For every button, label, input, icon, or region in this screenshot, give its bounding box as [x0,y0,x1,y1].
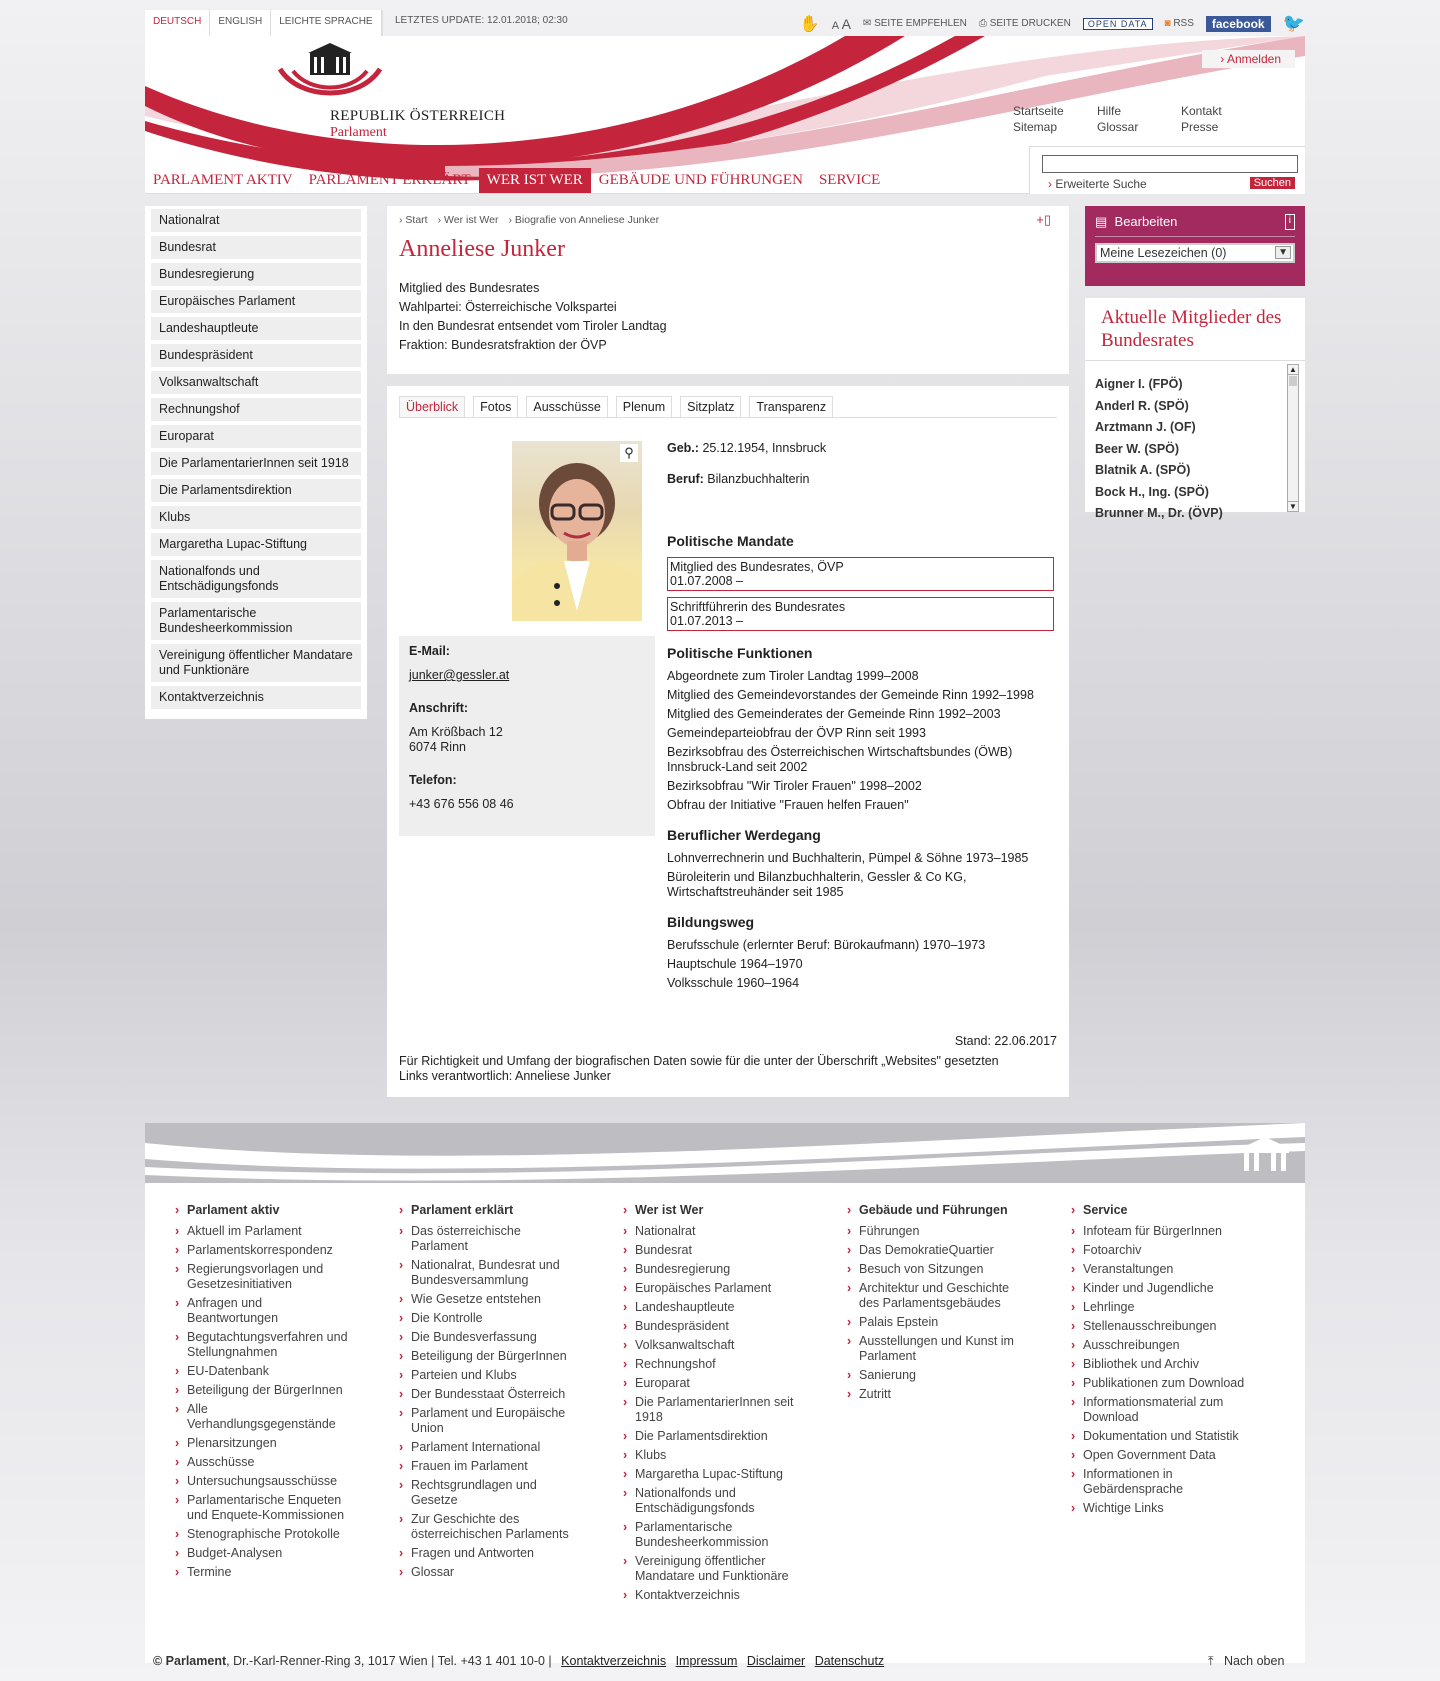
members-box [1085,298,1305,520]
member-link[interactable]: Blatnik A. (SPÖ) [1095,463,1191,477]
footer-link[interactable]: › Sanierung [847,1368,1027,1383]
footer-link[interactable]: › EU-Datenbank [175,1364,355,1379]
footer-link[interactable]: › Die Bundesverfassung [399,1330,579,1345]
footer-link[interactable]: › Die Parlamentsdirektion [623,1429,803,1444]
footer-link[interactable]: › Anfragen und Beantwortungen [175,1296,355,1326]
members-scrollbar[interactable] [1287,364,1299,512]
footer-link[interactable]: › Der Bundesstaat Österreich [399,1387,579,1402]
profile-main-card [387,386,1069,1097]
breadcrumb-start[interactable]: › Start [399,214,428,226]
footer-link[interactable]: › Architektur und Geschichte des Parlamentsgebäudes [847,1281,1027,1311]
summary-line: Wahlpartei: Österreichische Volkspartei [399,300,617,314]
functions-list [667,669,1057,813]
functions-item: Obfrau der Initiative "Frauen helfen Frauen" [667,798,909,812]
footer-column-title[interactable]: › Parlament erklärt [399,1203,579,1218]
footer-column-title[interactable]: › Service [1071,1203,1251,1218]
mandate-title: Mitglied des Bundesrates, ÖVP [670,560,844,574]
stand-date: Stand: 22.06.2017 [954,1034,1057,1048]
education-list [667,938,1057,991]
footer-swoosh [145,1123,1305,1183]
phone-label: Telefon: [409,773,457,787]
advanced-search-link[interactable]: › Erweiterte Suche [1048,177,1147,191]
footer-link[interactable]: › Führungen [847,1224,1027,1239]
font-smaller-button[interactable] [832,16,851,32]
portrait-image [512,441,642,621]
chevron-down-icon: ▼ [1275,246,1291,259]
tab-fotos[interactable]: Fotos [473,396,518,417]
footer-link[interactable]: › Margaretha Lupac-Stiftung [623,1467,803,1482]
career-list [667,851,1057,900]
mandate-title: Schriftführerin des Bundesrates [670,600,846,614]
sidebar-item[interactable]: Landeshauptleute [151,317,361,340]
sidebar-item[interactable]: Parlamentarische Bundesheerkommission [151,602,361,640]
facebook-link[interactable]: facebook [1206,16,1271,32]
copyright-owner: © Parlament [153,1654,227,1668]
search-input[interactable] [1042,155,1298,173]
twitter-icon[interactable]: 🐦 [1282,13,1305,33]
footer-link[interactable]: › Besuch von Sitzungen [847,1262,1027,1277]
print-label: SEITE DRUCKEN [989,18,1071,29]
footer-link[interactable]: › Bundesregierung [623,1262,803,1277]
zoom-icon[interactable]: ⚲ [620,444,638,462]
sidebar-item[interactable]: Kontaktverzeichnis [151,686,361,709]
portrait-photo[interactable] [512,441,642,621]
rss-icon: ◙ [1164,18,1171,29]
education-item: Berufsschule (erlernter Beruf: Bürokaufmann) 1970–1973 [667,938,986,952]
footer-link[interactable]: › Das DemokratieQuartier [847,1243,1027,1258]
edit-label: Bearbeiten [1114,214,1178,229]
email-label: E-Mail: [409,644,450,658]
font-small-label: A [831,19,839,32]
footer-link[interactable]: › Termine [175,1565,355,1580]
brand-line2: Parlament [330,125,387,140]
footer-link[interactable]: › Nationalfonds und Entschädigungsfonds [623,1486,803,1516]
footer-link[interactable]: › Nationalrat [623,1224,803,1239]
functions-item: Gemeindeparteiobfrau der ÖVP Rinn seit 1993 [667,726,926,740]
footer-link[interactable]: › Ausschreibungen [1071,1338,1251,1353]
profile-tabs [399,396,1057,418]
footer-link[interactable]: › Die ParlamentarierInnen seit 1918 [623,1395,803,1425]
footer-banner [145,1123,1305,1183]
sidebar-item[interactable]: Bundesregierung [151,263,361,286]
footer-link[interactable]: › Das österreichische Parlament [399,1224,579,1254]
footer-link[interactable]: › Europarat [623,1376,803,1391]
member-link[interactable]: Beer W. (SPÖ) [1095,441,1180,456]
breadcrumb-wer-ist-wer[interactable]: › Wer ist Wer [438,214,499,226]
scroll-up-icon[interactable]: ▲ [1289,365,1297,374]
email-link[interactable]: junker@gessler.at [409,668,510,682]
member-link[interactable]: Aigner I. (FPÖ) [1095,377,1183,391]
sidebar-item[interactable]: Nationalrat [151,209,361,232]
breadcrumb-current: › Biografie von Anneliese Junker [508,214,659,226]
footer-link[interactable]: › Informationsmaterial zum Download [1071,1395,1251,1425]
footer-link[interactable]: › Kinder und Jugendliche [1071,1281,1251,1296]
career-item: Lohnverrechnerin und Buchhalterin, Pümpel & Söhne 1973–1985 [667,851,1029,865]
footer-link[interactable]: › Parlament International [399,1440,579,1455]
member-link[interactable]: Anderl R. (SPÖ) [1095,398,1189,413]
main-navigation [145,168,888,193]
career-item: Büroleiterin und Bilanzbuchhalterin, Gessler & Co KG, Wirtschaftstreuhänder seit 1985 [667,870,967,899]
footer-link[interactable]: › Klubs [623,1448,803,1463]
tab-plenum[interactable]: Plenum [616,396,672,417]
site-footer [145,1123,1305,1663]
sidebar-item[interactable]: Europäisches Parlament [151,290,361,313]
footer-parliament-icon[interactable] [1235,1131,1295,1175]
sidebar-item[interactable]: Die Parlamentsdirektion [151,479,361,502]
sidebar-item[interactable]: Bundespräsident [151,344,361,367]
sidebar-item[interactable]: Die ParlamentarierInnen seit 1918 [151,452,361,475]
footer-link[interactable]: › Kontaktverzeichnis [623,1588,803,1603]
functions-item: Bezirksobfrau des Österreichischen Wirtschaftsbundes (ÖWB) Innsbruck-Land seit 2002 [667,745,1013,774]
advanced-search-label: Erweiterte Suche [1055,177,1147,191]
copyright-bar [153,1654,884,1668]
footer-link[interactable]: › Glossar [399,1565,579,1580]
language-switcher [145,10,383,36]
mandates-list [667,557,1057,631]
birth-value: 25.12.1954, Innsbruck [702,441,827,455]
nav-parlament-erklaert[interactable]: PARLAMENT ERKLÄRT [308,172,471,188]
search-box [1029,146,1305,194]
footer-link[interactable]: › Infoteam für BürgerInnen [1071,1224,1251,1239]
members-list [1095,374,1281,520]
parliament-logo-icon[interactable] [275,41,385,106]
education-item: Volksschule 1960–1964 [667,976,800,990]
address-line1: Am Krößbach 12 [409,725,503,739]
rss-label: RSS [1173,18,1194,29]
footer-link[interactable]: › Ausschüsse [175,1455,355,1470]
sidebar-item[interactable]: Margaretha Lupac-Stiftung [151,533,361,556]
nav-wer-ist-wer[interactable]: WER IST WER [479,168,591,193]
biography [667,441,1057,995]
scroll-thumb[interactable] [1289,376,1297,386]
rss-link[interactable] [1165,18,1194,29]
footer-link[interactable]: › Dokumentation und Statistik [1071,1429,1251,1444]
phone-number: +43 676 556 08 46 [409,797,514,811]
footer-link[interactable]: › Wie Gesetze entstehen [399,1292,579,1307]
login-button[interactable]: › Anmelden [1202,50,1295,68]
footer-column [847,1203,1071,1607]
sidebar-item[interactable]: Klubs [151,506,361,529]
search-button[interactable]: Suchen [1250,177,1295,189]
footer-link[interactable]: › Beteiligung der BürgerInnen [399,1349,579,1364]
birth-row [667,441,1057,456]
footer-link[interactable]: › Alle Verhandlungsgegenstände [175,1402,355,1432]
footer-column [399,1203,623,1607]
footer-link[interactable]: › Nationalrat, Bundesrat und Bundesversammlung [399,1258,579,1288]
address-line2: 6074 Rinn [409,740,466,754]
footer-link[interactable]: › Wichtige Links [1071,1501,1251,1516]
tab-ueberblick[interactable]: Überblick [399,396,465,417]
summary-line: In den Bundesrat entsendet vom Tiroler Landtag [399,319,667,333]
quick-link-presse[interactable]: Presse [1181,120,1219,134]
footer-column [623,1203,847,1607]
sign-language-icon[interactable]: ✋ [799,15,820,33]
person-summary [399,279,1057,355]
footer-link[interactable]: › Lehrlinge [1071,1300,1251,1315]
quick-link-hilfe[interactable]: Hilfe [1097,104,1122,118]
footer-link-datenschutz[interactable]: Datenschutz [814,1654,885,1668]
footer-link[interactable]: › Beteiligung der BürgerInnen [175,1383,355,1398]
functions-item: Mitglied des Gemeindevorstandes der Gemeinde Rinn 1992–1998 [667,688,1034,702]
lang-english[interactable]: ENGLISH [210,10,271,36]
career-heading: Beruflicher Werdegang [667,827,821,843]
brand-line1: REPUBLIK ÖSTERREICH [330,108,506,124]
footer-link[interactable]: › Bundesrat [623,1243,803,1258]
footer-link[interactable]: › Aktuell im Parlament [175,1224,355,1239]
bookmarks-value: Meine Lesezeichen (0) [1100,246,1227,260]
footer-link[interactable]: › Ausstellungen und Kunst im Parlament [847,1334,1027,1364]
lang-easy[interactable]: LEICHTE SPRACHE [271,10,381,36]
tool-links [800,13,1305,34]
quick-link-sitemap[interactable]: Sitemap [1013,120,1058,134]
footer-link[interactable]: › Regierungsvorlagen und Gesetzesinitiativen [175,1262,355,1292]
sidebar-item[interactable]: Volksanwaltschaft [151,371,361,394]
tab-sitzplatz[interactable]: Sitzplatz [680,396,741,417]
login-label: Anmelden [1226,52,1281,66]
footer-link-kontaktverzeichnis[interactable]: Kontaktverzeichnis [561,1654,667,1668]
summary-line: Fraktion: Bundesratsfraktion der ÖVP [399,338,607,352]
summary-line: Mitglied des Bundesrates [399,281,540,295]
footer-link[interactable]: › Fragen und Antworten [399,1546,579,1561]
bookmarks-select[interactable] [1095,243,1295,263]
footer-link[interactable]: › Parlamentarische Enqueten und Enquete-Kommissionen [175,1493,355,1523]
footer-link[interactable]: › Untersuchungsausschüsse [175,1474,355,1489]
back-to-top-link[interactable] [1208,1654,1284,1669]
footer-link[interactable]: › Veranstaltungen [1071,1262,1251,1277]
nav-service[interactable]: SERVICE [818,172,881,188]
functions-item: Bezirksobfrau "Wir Tiroler Frauen" 1998–2002 [667,779,922,793]
mandate-date: 01.07.2008 – [670,574,743,588]
member-link[interactable]: Arztmann J. (OF) [1095,420,1196,434]
member-link[interactable]: Bock H., Ing. (SPÖ) [1095,484,1209,499]
job-row [667,472,1057,487]
recommend-link[interactable] [863,18,967,29]
sidebar-item[interactable]: Vereinigung öffentlicher Mandatare und Funktionäre [151,644,361,682]
sidebar-item[interactable]: Bundesrat [151,236,361,259]
footer-link[interactable]: › Informationen in Gebärdensprache [1071,1467,1251,1497]
site-header [145,36,1305,194]
education-item: Hauptschule 1964–1970 [667,957,803,971]
footer-link[interactable]: › Rechnungshof [623,1357,803,1372]
footer-link[interactable]: › Fotoarchiv [1071,1243,1251,1258]
footer-link[interactable]: › Budget-Analysen [175,1546,355,1561]
footer-column-title[interactable]: › Wer ist Wer [623,1203,803,1218]
footer-link[interactable]: › Parlamentskorrespondenz [175,1243,355,1258]
functions-heading: Politische Funktionen [667,645,813,661]
footer-columns [175,1203,1295,1607]
footer-link[interactable]: › Vereinigung öffentlicher Mandatare und Funktionäre [623,1554,803,1584]
font-big-label: A [841,15,851,32]
bookmark-add-icon[interactable]: +▯ [1036,212,1051,227]
nav-parlament-aktiv[interactable]: PARLAMENT AKTIV [153,172,293,188]
footer-link[interactable]: › Publikationen zum Download [1071,1376,1251,1391]
profile-header-card [387,206,1069,374]
mandate-item [667,597,1054,631]
address-label: Anschrift: [409,701,469,715]
footer-link[interactable]: › Bundespräsident [623,1319,803,1334]
sidebar-item[interactable]: Rechnungshof [151,398,361,421]
lang-deutsch[interactable]: DEUTSCH [145,10,210,36]
education-heading: Bildungsweg [667,914,755,930]
footer-link[interactable]: › Parlament und Europäische Union [399,1406,579,1436]
footer-link-impressum[interactable]: Impressum [675,1654,738,1668]
birth-label: Geb.: [667,441,699,455]
job-label: Beruf: [667,472,704,486]
breadcrumb [399,214,1057,226]
mail-icon: ✉ [862,18,872,29]
edit-box [1085,206,1305,286]
footer-link[interactable]: › Frauen im Parlament [399,1459,579,1474]
tab-transparenz[interactable]: Transparenz [749,396,833,417]
mandates-heading: Politische Mandate [667,533,794,549]
footer-link[interactable]: › Rechtsgrundlagen und Gesetze [399,1478,579,1508]
disclaimer-text: Für Richtigkeit und Umfang der biografischen Daten sowie für die unter der Überschrift „Websites" gesetzten Links verantwortlich: Anneliese Junker [399,1054,999,1083]
printer-icon: ⎙ [978,18,987,29]
edit-header[interactable] [1095,214,1295,237]
recommend-label: SEITE EMPFEHLEN [874,18,967,29]
quick-link-kontakt[interactable]: Kontakt [1181,104,1222,118]
quick-link-glossar[interactable]: Glossar [1097,120,1139,134]
sidebar-item[interactable]: Europarat [151,425,361,448]
footer-link[interactable]: › Bibliothek und Archiv [1071,1357,1251,1372]
footer-link[interactable]: › Stellenausschreibungen [1071,1319,1251,1334]
brand-text [330,108,505,141]
footer-link[interactable]: › Plenarsitzungen [175,1436,355,1451]
footer-link[interactable]: › Europäisches Parlament [623,1281,803,1296]
quick-link-startseite[interactable]: Startseite [1013,104,1064,118]
footer-link[interactable]: › Volksanwaltschaft [623,1338,803,1353]
sidebar-navigation [145,206,367,719]
functions-item: Mitglied des Gemeinderates der Gemeinde Rinn 1992–2003 [667,707,1001,721]
print-link[interactable] [979,18,1071,29]
footer-column [175,1203,399,1607]
arrow-up-icon: ⤒ [1208,1654,1214,1668]
footer-link[interactable]: › Open Government Data [1071,1448,1251,1463]
footer-link[interactable]: › Landeshauptleute [623,1300,803,1315]
footer-link[interactable]: › Palais Epstein [847,1315,1027,1330]
footer-link[interactable]: › Parlamentarische Bundesheerkommission [623,1520,803,1550]
back-to-top-label: Nach oben [1223,1654,1285,1668]
last-update: LETZTES UPDATE: 12.01.2018; 02:30 [395,15,568,26]
mandate-date: 01.07.2013 – [670,614,743,628]
footer-link[interactable]: › Zur Geschichte des österreichischen Parlaments [399,1512,579,1542]
bookmark-icon: ▤ [1095,214,1108,229]
member-link[interactable]: Brunner M., Dr. (ÖVP) [1095,506,1223,520]
nav-gebaeude[interactable]: GEBÄUDE UND FÜHRUNGEN [598,172,803,188]
footer-link[interactable]: › Parteien und Klubs [399,1368,579,1383]
footer-column-title[interactable]: › Parlament aktiv [175,1203,355,1218]
mandate-item [667,557,1054,591]
footer-column [1071,1203,1295,1607]
footer-link-disclaimer[interactable]: Disclaimer [746,1654,806,1668]
info-icon[interactable]: i [1285,214,1295,230]
footer-link[interactable]: › Die Kontrolle [399,1311,579,1326]
job-value: Bilanzbuchhalterin [707,472,810,486]
copyright-address: , Dr.-Karl-Renner-Ring 3, 1017 Wien | Tel. +43 1 401 10-0 | [226,1654,552,1668]
footer-link[interactable]: › Stenographische Protokolle [175,1527,355,1542]
tab-ausschuesse[interactable]: Ausschüsse [526,396,607,417]
footer-link[interactable]: › Begutachtungsverfahren und Stellungnahmen [175,1330,355,1360]
contact-box [399,636,655,836]
members-title: Aktuelle Mitglieder des Bundesrates [1085,298,1305,361]
footer-link[interactable]: › Zutritt [847,1387,1027,1402]
scroll-down-icon[interactable]: ▼ [1289,502,1297,511]
quick-links [1013,104,1265,134]
page-title: Anneliese Junker [399,236,565,262]
footer-column-title[interactable]: › Gebäude und Führungen [847,1203,1027,1218]
sidebar-item[interactable]: Nationalfonds und Entschädigungsfonds [151,560,361,598]
top-bar [145,10,1305,36]
functions-item: Abgeordnete zum Tiroler Landtag 1999–2008 [667,669,919,683]
open-data-link[interactable]: OPEN DATA [1083,18,1153,30]
